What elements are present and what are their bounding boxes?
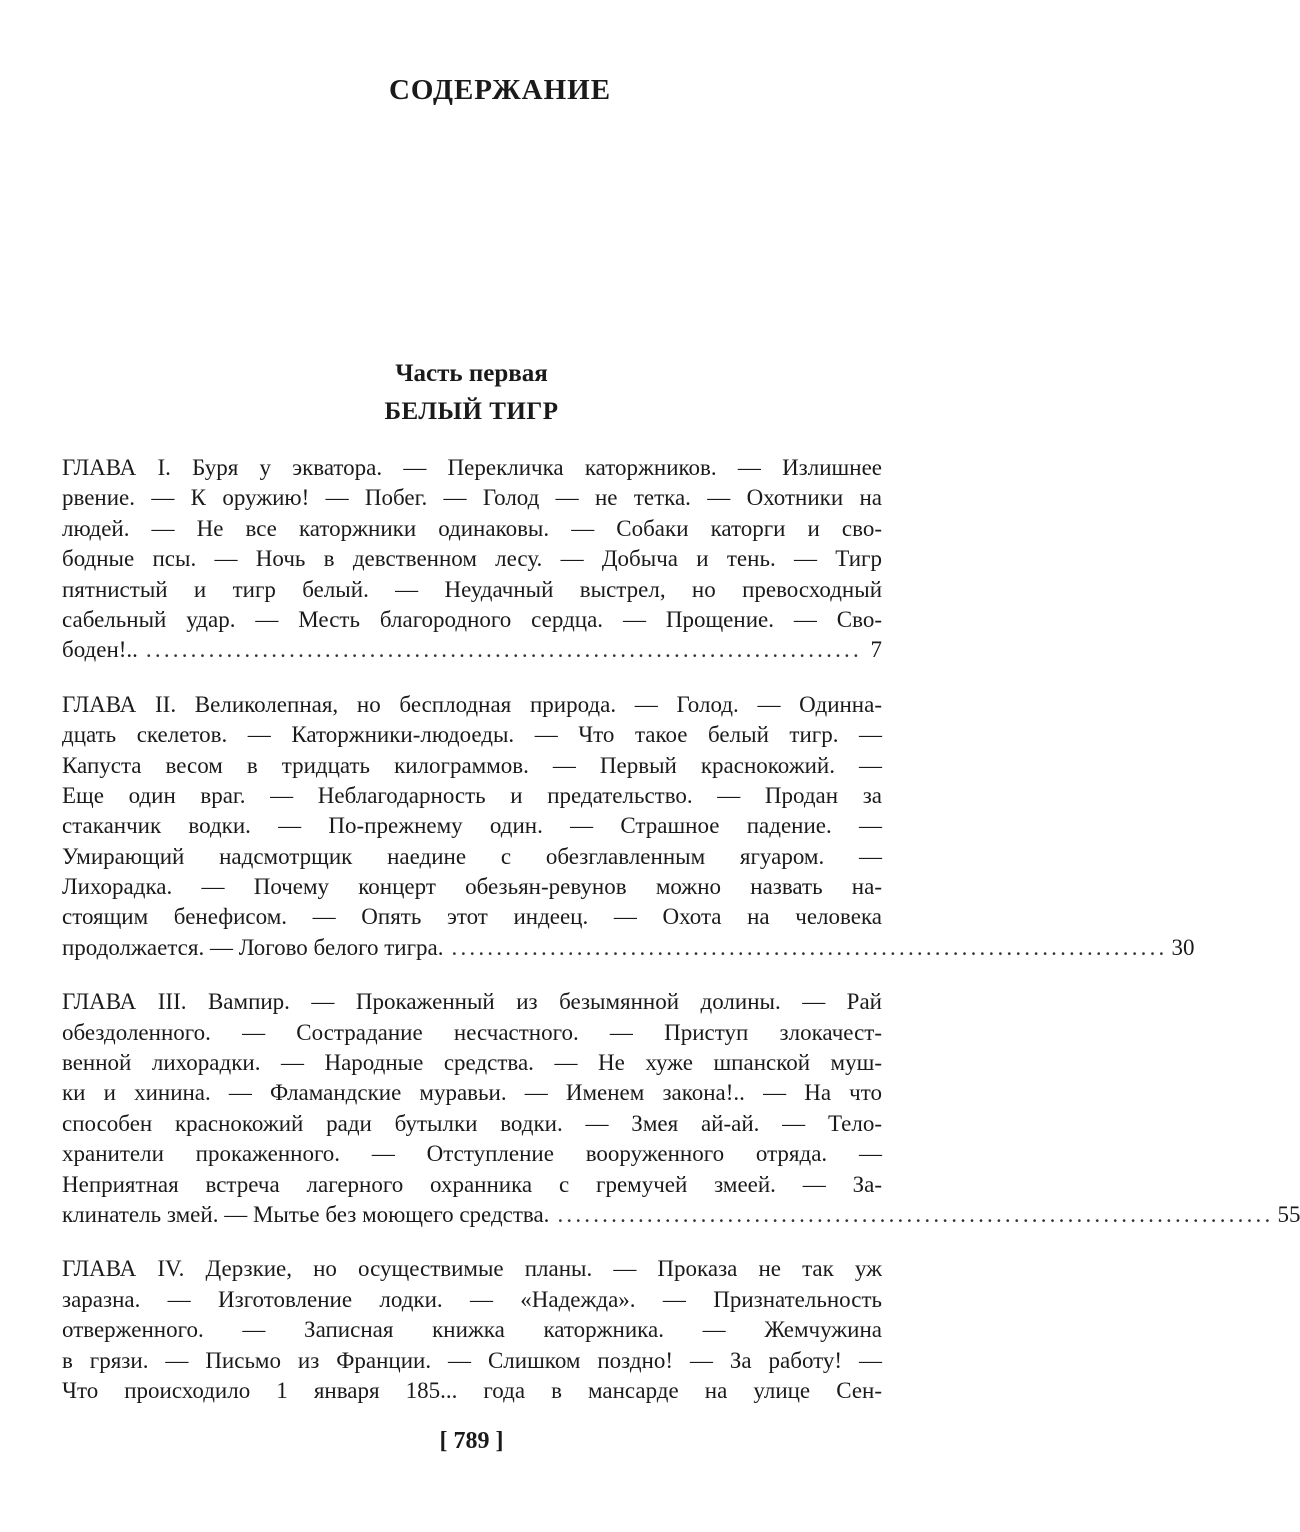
toc-entry-last-line: [62, 933, 1195, 963]
toc-line: стоящим бенефисом. — Опять этот индеец. — Охота на человека: [62, 904, 882, 930]
toc-entry-chapter-1: [62, 453, 882, 666]
table-of-contents: [62, 453, 1300, 1430]
toc-entry-last-line: [62, 1200, 1300, 1230]
part-title: БЕЛЫЙ ТИГР: [384, 398, 559, 425]
toc-entry-chapter-3: [62, 987, 1300, 1230]
toc-line: стаканчик водки. — По-прежнему один. — Страшное падение. —: [62, 813, 882, 839]
dot-leader: ................................................................................: [145, 637, 862, 663]
toc-entry-chapter-2: [62, 690, 1195, 964]
toc-line: Умирающий надсмотрщик наедине с обезглавленным ягуаром. —: [62, 843, 882, 869]
toc-entry-chapter-4: [62, 1254, 882, 1406]
page-number-footer: [ 789 ]: [439, 1428, 504, 1454]
dot-leader: ................................................................................: [557, 1201, 1274, 1227]
toc-line: продолжается. — Логово белого тигра.: [62, 934, 444, 960]
toc-line: Неприятная встреча лагерного охранника с гремучей змеей. — За-: [62, 1171, 882, 1197]
toc-line: ГЛАВА IV. Дерзкие, но осуществимые планы. — Проказа не так уж: [62, 1256, 882, 1282]
toc-line: в грязи. — Письмо из Франции. — Слишком поздно! — За работу! —: [62, 1347, 882, 1373]
toc-line: дцать скелетов. — Каторжники-людоеды. — Что такое белый тигр. —: [62, 722, 882, 748]
toc-line: сабельный удар. — Месть благородного сердца. — Прощение. — Сво-: [62, 606, 882, 632]
toc-line: заразна. — Изготовление лодки. — «Надежда». — Признательность: [62, 1286, 882, 1312]
toc-line: бодные псы. — Ночь в девственном лесу. — Добыча и тень. — Тигр: [62, 546, 882, 572]
page-number: 55: [1277, 1201, 1300, 1227]
toc-line: ГЛАВА II. Великолепная, но бесплодная природа. — Голод. — Одинна-: [62, 691, 882, 717]
toc-line: Что происходило 1 января 185... года в мансарде на улице Сен-: [62, 1377, 882, 1403]
toc-entry-last-line: [62, 635, 882, 665]
toc-line: клинатель змей. — Мытье без моющего средства.: [62, 1201, 550, 1227]
toc-line: Лихорадка. — Почему концерт обезьян-ревунов можно назвать на-: [62, 874, 882, 900]
toc-line: хранители прокаженного. — Отступление вооруженного отряда. —: [62, 1141, 882, 1167]
dot-leader: ................................................................................: [451, 934, 1168, 960]
toc-line: людей. — Не все каторжники одинаковы. — Собаки каторги и сво-: [62, 515, 882, 541]
toc-line: ки и хинина. — Фламандские муравьи. — Именем закона!.. — На что: [62, 1080, 882, 1106]
toc-line: ГЛАВА I. Буря у экватора. — Перекличка каторжников. — Излишнее: [62, 455, 882, 480]
toc-line: способен краснокожий ради бутылки водки. — Змея ай-ай. — Тело-: [62, 1110, 882, 1136]
part-label: Часть первая: [395, 360, 548, 387]
page-number: 7: [870, 637, 882, 663]
toc-line: отверженного. — Записная книжка каторжника. — Жемчужина: [62, 1317, 882, 1343]
toc-line: Капуста весом в тридцать килограммов. — Первый краснокожий. —: [62, 752, 882, 778]
toc-line: венной лихорадки. — Народные средства. — Не хуже шпанской муш-: [62, 1050, 882, 1076]
toc-line: рвение. — К оружию! — Побег. — Голод — не тетка. — Охотники на: [62, 485, 882, 511]
toc-line: ГЛАВА III. Вампир. — Прокаженный из безымянной долины. — Рай: [62, 989, 882, 1015]
page-number: 30: [1171, 934, 1195, 960]
toc-line: обездоленного. — Сострадание несчастного. — Приступ злокачест-: [62, 1019, 882, 1045]
page-title: СОДЕРЖАНИЕ: [388, 74, 612, 106]
toc-line: боден!..: [62, 637, 138, 663]
toc-line: пятнистый и тигр белый. — Неудачный выстрел, но превосходный: [62, 576, 882, 602]
toc-line: Еще один враг. — Неблагодарность и предательство. — Продан за: [62, 782, 882, 808]
